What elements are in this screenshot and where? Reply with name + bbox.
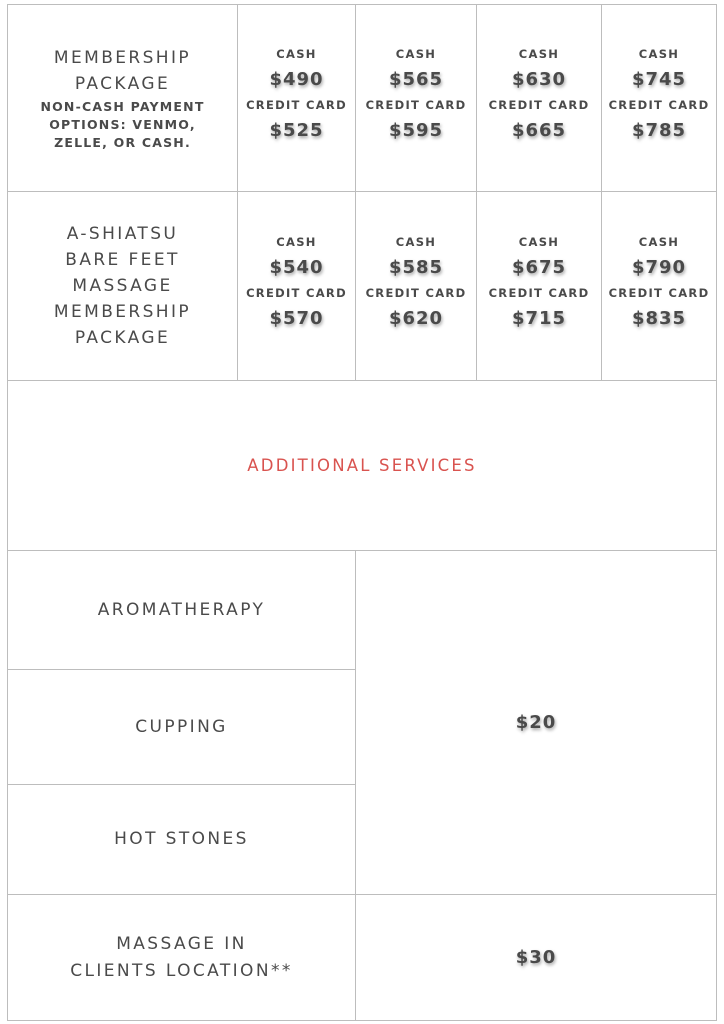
services-price: $20 — [515, 712, 557, 733]
additional-services-heading-cell — [7, 380, 717, 551]
cash-label: CASH — [518, 235, 560, 249]
credit-card-label: CREDIT CARD — [365, 286, 467, 300]
membership-price-cell — [476, 4, 602, 192]
credit-card-label: CREDIT CARD — [246, 286, 347, 300]
cash-label: CASH — [276, 47, 317, 61]
credit-card-label: CREDIT CARD — [608, 98, 710, 112]
service-cell — [7, 550, 356, 670]
credit-card-label: CREDIT CARD — [608, 286, 710, 300]
credit-card-price: $715 — [511, 308, 567, 329]
credit-card-price: $835 — [631, 308, 687, 329]
service-cupping: CUPPING — [135, 716, 228, 737]
membership-note-line: OPTIONS: VENMO, — [49, 117, 196, 132]
cash-price: $565 — [388, 69, 444, 90]
cash-label: CASH — [638, 235, 680, 249]
membership-price-cell — [237, 4, 356, 192]
barefeet-price-cell — [237, 191, 356, 381]
service-cell — [7, 669, 356, 785]
credit-card-label: CREDIT CARD — [488, 98, 590, 112]
barefeet-title-line: PACKAGE — [74, 328, 171, 348]
credit-card-price: $620 — [388, 308, 444, 329]
services-price-cell — [355, 550, 717, 895]
location-service-line: CLIENTS LOCATION** — [70, 960, 293, 981]
location-service-line: MASSAGE IN — [116, 933, 247, 954]
cash-label: CASH — [395, 235, 437, 249]
barefeet-title-line: BARE FEET — [65, 250, 180, 270]
cash-price: $490 — [269, 69, 324, 90]
cash-label: CASH — [518, 47, 560, 61]
service-aromatherapy: AROMATHERAPY — [97, 599, 266, 620]
service-cell — [7, 784, 356, 895]
cash-label: CASH — [276, 235, 317, 249]
credit-card-price: $595 — [388, 120, 444, 141]
membership-note-line: NON-CASH PAYMENT — [40, 99, 205, 114]
membership-price-cell — [355, 4, 477, 192]
credit-card-price: $785 — [631, 120, 687, 141]
cash-price: $675 — [511, 257, 567, 278]
additional-services-heading: ADDITIONAL SERVICES — [247, 456, 477, 475]
cash-price: $585 — [388, 257, 444, 278]
membership-price-cell — [601, 4, 717, 192]
cash-label: CASH — [395, 47, 437, 61]
cash-label: CASH — [638, 47, 680, 61]
location-price-cell — [355, 894, 717, 1021]
barefeet-title-cell — [7, 191, 238, 381]
membership-title-line: PACKAGE — [74, 74, 171, 94]
cash-price: $745 — [631, 69, 687, 90]
barefeet-title-line: MASSAGE — [72, 276, 173, 296]
barefeet-price-cell — [601, 191, 717, 381]
credit-card-price: $665 — [511, 120, 567, 141]
service-hot-stones: HOT STONES — [114, 829, 249, 849]
credit-card-label: CREDIT CARD — [488, 286, 590, 300]
membership-title-cell — [7, 4, 238, 192]
membership-note-line: ZELLE, OR CASH. — [54, 135, 191, 150]
location-service-cell — [7, 894, 356, 1021]
credit-card-price: $525 — [269, 120, 324, 141]
location-price: $30 — [515, 947, 557, 968]
cash-price: $540 — [269, 257, 324, 278]
barefeet-title-line: MEMBERSHIP — [53, 302, 192, 322]
cash-price: $630 — [511, 69, 567, 90]
credit-card-label: CREDIT CARD — [246, 98, 347, 112]
barefeet-price-cell — [476, 191, 602, 381]
barefeet-title-line: A-SHIATSU — [66, 224, 179, 244]
credit-card-label: CREDIT CARD — [365, 98, 467, 112]
credit-card-price: $570 — [269, 308, 324, 329]
membership-title-line: MEMBERSHIP — [53, 48, 192, 68]
cash-price: $790 — [631, 257, 687, 278]
barefeet-price-cell — [355, 191, 477, 381]
